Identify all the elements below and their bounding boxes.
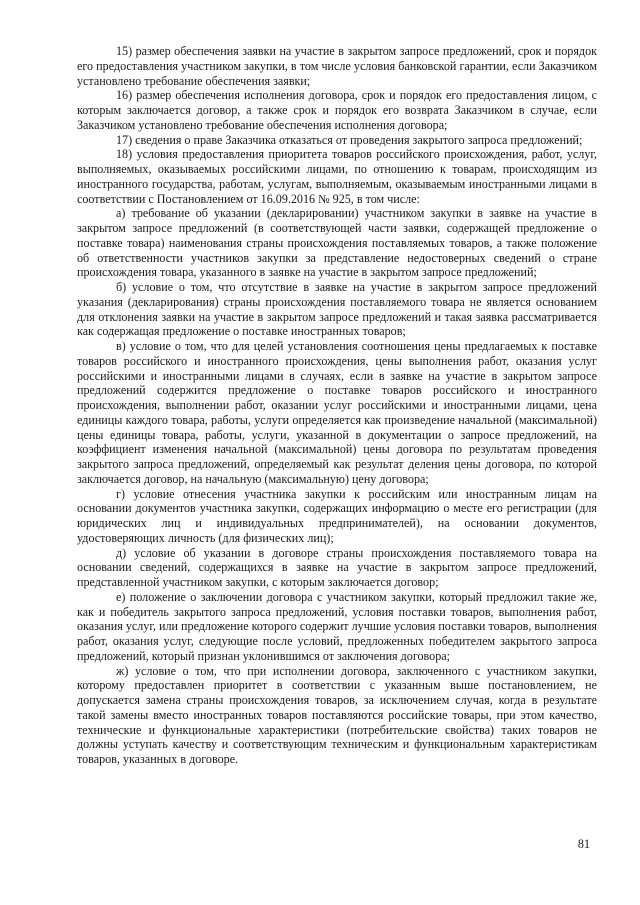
paragraph-subitem-a: а) требование об указании (декларировании) участником закупки в заявке на участие в закрытом запросе предложений (в соответствующей части заявки, содержащей предложение о поставке товара) наименования страны происхождения поставляемых товаров, а также положение об ответственности участников закупки за представление недостоверных сведений о стране происхождения товара, указанного в заявке на участие в закрытом запросе предложений; <box>77 206 597 280</box>
paragraph-item-17: 17) сведения о праве Заказчика отказаться от проведения закрытого запроса предложений; <box>116 132 583 147</box>
paragraph-subitem-zh: ж) условие о том, что при исполнении договора, заключенного с участником закупки, которому предоставлен приоритет в соответствии с указанным выше постановлением, не допускается замена страны происхождения товаров, за исключением случая, когда в результате такой замены вместо иностранных товаров поставляются российские товары, при этом качество, технические и функциональные характеристики (потребительские свойства) таких товаров не должны уступать качеству и соответствующим техническим и функциональным характеристикам товаров, указанных в договоре. <box>77 663 597 766</box>
paragraph-subitem-e: е) положение о заключении договора с участником закупки, который предложил такие же, как и победитель закрытого запроса предложений, условия поставки товаров, выполнения работ, оказания услуг, или предложение которого содержит лучшие условия поставки товаров, выполнения работ, оказания услуг, следующие после условий, предложенных победителем закрытого запроса предложений, который признан уклонившимся от заключения договора; <box>77 589 597 663</box>
document-body <box>77 44 597 767</box>
page-number: 81 <box>577 837 590 851</box>
paragraph-item-16: 16) размер обеспечения исполнения договора, срок и порядок его предоставления лицом, с которым заключается договор, а также срок и порядок его возврата Заказчиком в случае, если Заказчиком установлено требование обеспечения исполнения договора; <box>77 88 597 132</box>
paragraph-item-18: 18) условия предоставления приоритета товаров российского происхождения, работ, услуг, выполняемых, оказываемых российскими лицами, по отношению к товарам, происходящим из иностранного государства, работам, услугам, выполняемым, оказываемым иностранными лицами в соответствии с Постановлением от 16.09.2016 № 925, в том числе: <box>77 147 597 206</box>
paragraph-subitem-v: в) условие о том, что для целей установления соотношения цены предлагаемых к поставке товаров российского и иностранного происхождения, цены выполнения работ, оказания услуг российскими и иностранными лицами в случаях, если в заявке на участие в закрытом запросе предложений содержится предложение о поставке товаров российского и иностранного происхождения, выполнении работ, оказании услуг российскими и иностранными лицами, цена единицы каждого товара, работы, услуги определяется как произведение начальной (максимальной) цены единицы товара, работы, услуги, указанной в документации о запросе предложений, на коэффициент изменения начальной (максимальной) цены договора по результатам проведения закрытого запроса предложений, определяемый как результат деления цены договора, по которой заключается договор, на начальную (максимальную) цену договора; <box>77 339 597 486</box>
paragraph-subitem-b: б) условие о том, что отсутствие в заявке на участие в закрытом запросе предложений указания (декларирования) страны происхождения поставляемого товара не является основанием для отклонения заявки на участие в закрытом запросе предложений и такая заявка рассматривается как содержащая предложение о поставке иностранных товаров; <box>77 280 597 339</box>
paragraph-subitem-g: г) условие отнесения участника закупки к российским или иностранным лицам на основании документов участника закупки, содержащих информацию о месте его регистрации (для юридических лиц и индивидуальных предпринимателей), на основании документов, удостоверяющих личность (для физических лиц); <box>77 486 597 545</box>
paragraph-item-15: 15) размер обеспечения заявки на участие в закрытом запросе предложений, срок и порядок его предоставления участником закупки, в том числе условия банковской гарантии, если Заказчиком установлено требование обеспечения заявки; <box>77 44 597 88</box>
paragraph-subitem-d: д) условие об указании в договоре страны происхождения поставляемого товара на основании сведений, содержащихся в заявке на участие в закрытом запросе предложений, представленной участником закупки, с которым заключается договор; <box>77 545 597 589</box>
